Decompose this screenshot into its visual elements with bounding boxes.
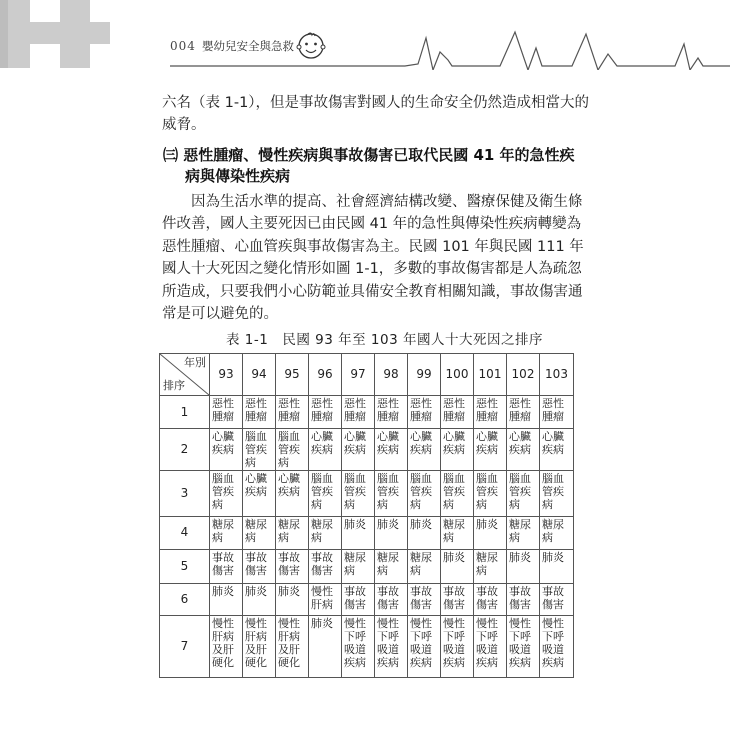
cause-cell: [507, 429, 540, 471]
cause-text: 腦血管疾病: [509, 472, 531, 512]
rank-cell: 4: [160, 517, 210, 549]
cause-cell: [540, 615, 574, 677]
cause-text: 心臟疾病: [542, 430, 564, 457]
cause-cell: [375, 396, 408, 429]
cause-text: 心臟疾病: [509, 430, 531, 457]
cause-cell: [507, 517, 540, 549]
cause-cell: [210, 429, 243, 471]
cause-text: 心臟疾病: [278, 472, 300, 499]
cause-cell: [276, 549, 309, 583]
rank-cell: 2: [160, 429, 210, 471]
cause-cell: [309, 615, 342, 677]
cause-text: 糖尿病: [245, 518, 267, 545]
rank-cell: 6: [160, 583, 210, 615]
cause-cell: [276, 583, 309, 615]
cause-text: 事故傷害: [542, 584, 564, 611]
cause-cell: [276, 429, 309, 471]
cause-cell: [210, 517, 243, 549]
cause-cell: [375, 429, 408, 471]
cause-cell: [243, 517, 276, 549]
cause-text: 腦血管疾病: [212, 472, 234, 512]
cause-text: 慢性下呼吸道疾病: [542, 616, 564, 669]
cause-text: 慢性下呼吸道疾病: [344, 616, 366, 669]
cause-text: 慢性肝病及肝硬化: [278, 616, 300, 669]
cause-cell: [540, 583, 574, 615]
cause-text: 肺炎: [476, 518, 498, 532]
cause-cell: [210, 396, 243, 429]
cause-text: 惡性腫瘤: [509, 397, 531, 423]
cause-cell: [309, 396, 342, 429]
cause-text: 肺炎: [410, 518, 432, 532]
cause-text: 肺炎: [344, 518, 366, 532]
cause-text: 肺炎: [212, 584, 234, 598]
cause-text: 肺炎: [377, 518, 399, 532]
year-header-cell: 99: [408, 354, 441, 396]
cause-text: 肺炎: [311, 616, 333, 630]
cause-cell: [210, 583, 243, 615]
cause-text: 事故傷害: [245, 550, 267, 577]
cause-cell: [474, 471, 507, 517]
baby-face-icon: [296, 30, 326, 60]
cause-text: 糖尿病: [509, 518, 531, 545]
cause-text: 慢性肝病及肝硬化: [212, 616, 234, 669]
cause-cell: [309, 549, 342, 583]
cause-cell: [507, 471, 540, 517]
cause-text: 糖尿病: [377, 550, 399, 577]
cause-text: 事故傷害: [344, 584, 366, 611]
cause-text: 肺炎: [278, 584, 300, 598]
cause-text: 事故傷害: [377, 584, 399, 611]
year-header-cell: 96: [309, 354, 342, 396]
cause-text: 腦血管疾病: [245, 430, 267, 470]
body-paragraph: 因為生活水準的提高、社會經濟結構改變、醫療保健及衛生條件改善，國人主要死因已由民國 41 年的急性與傳染性疾病轉變為惡性腫瘤、心血管疾與事故傷害為主。民國 101 年與民國 111 年國人十大死因之變化情形如圖 1-1，多數的事故傷害都是人為疏忽所造成，只要我們小心防範並具備安全教育相關知識，事故傷害通常是可以避免的。: [162, 194, 584, 323]
cause-cell: [309, 429, 342, 471]
cause-cell: [342, 396, 375, 429]
rank-cell: 3: [160, 471, 210, 517]
cause-cell: [243, 396, 276, 429]
cause-text: 慢性下呼吸道疾病: [443, 616, 465, 669]
cause-text: 腦血管疾病: [443, 472, 465, 512]
cause-text: 糖尿病: [212, 518, 234, 545]
cause-text: 肺炎: [443, 550, 465, 564]
cause-text: 心臟疾病: [245, 472, 267, 499]
cause-text: 慢性肝病: [311, 584, 333, 611]
cause-cell: [507, 396, 540, 429]
cause-cell: [243, 471, 276, 517]
cause-cell: [309, 471, 342, 517]
cause-cell: [441, 549, 474, 583]
cause-text: 事故傷害: [476, 584, 498, 611]
corner-rank-label: 排序: [163, 379, 185, 392]
cause-text: 糖尿病: [542, 518, 564, 545]
cause-cell: [408, 396, 441, 429]
cause-cell: [342, 517, 375, 549]
intro-paragraph: 六名（表 1-1），但是事故傷害對國人的生命安全仍然造成相當大的威脅。: [162, 95, 590, 134]
cause-text: 惡性腫瘤: [377, 397, 399, 423]
cause-cell: [243, 429, 276, 471]
cause-cell: [408, 615, 441, 677]
cause-cell: [474, 396, 507, 429]
table-row: [160, 615, 574, 677]
year-header-cell: 93: [210, 354, 243, 396]
cause-cell: [408, 471, 441, 517]
cause-cell: [210, 549, 243, 583]
cause-text: 腦血管疾病: [476, 472, 498, 512]
running-header: [170, 30, 730, 70]
rank-cell: 1: [160, 396, 210, 429]
cause-text: 心臟疾病: [311, 430, 333, 457]
cause-text: 心臟疾病: [443, 430, 465, 457]
year-header-cell: 98: [375, 354, 408, 396]
cause-cell: [276, 471, 309, 517]
cause-text: 慢性下呼吸道疾病: [377, 616, 399, 669]
cause-text: 惡性腫瘤: [443, 397, 465, 423]
table-row: [160, 429, 574, 471]
cause-cell: [243, 549, 276, 583]
cause-cell: [408, 583, 441, 615]
cause-cell: [276, 517, 309, 549]
table-row: [160, 583, 574, 615]
book-title: 嬰幼兒安全與急救: [202, 39, 294, 53]
section-heading-line2: 病與傳染性疾病: [185, 167, 291, 185]
rank-cell: 7: [160, 615, 210, 677]
cause-text: 事故傷害: [509, 584, 531, 611]
cause-text: 肺炎: [509, 550, 531, 564]
cause-cell: [375, 615, 408, 677]
cause-cell: [441, 429, 474, 471]
cause-cell: [474, 517, 507, 549]
cause-cell: [441, 396, 474, 429]
cause-cell: [408, 517, 441, 549]
cause-text: 惡性腫瘤: [476, 397, 498, 423]
cause-cell: [243, 615, 276, 677]
cause-text: 惡性腫瘤: [245, 397, 267, 423]
cause-cell: [540, 429, 574, 471]
cause-text: 惡性腫瘤: [344, 397, 366, 423]
cause-text: 心臟疾病: [377, 430, 399, 457]
cause-text: 事故傷害: [311, 550, 333, 577]
cause-cell: [342, 549, 375, 583]
year-header-cell: 101: [474, 354, 507, 396]
cause-text: 糖尿病: [344, 550, 366, 577]
medical-cross-icon: [0, 0, 148, 68]
cause-cell: [276, 615, 309, 677]
cause-text: 肺炎: [542, 550, 564, 564]
cause-cell: [408, 549, 441, 583]
cause-text: 糖尿病: [476, 550, 498, 577]
year-header-cell: 102: [507, 354, 540, 396]
cause-cell: [474, 615, 507, 677]
cause-text: 肺炎: [245, 584, 267, 598]
table-row: [160, 549, 574, 583]
cause-cell: [507, 549, 540, 583]
corner-year-label: 年別: [184, 356, 206, 369]
death-causes-table: [159, 353, 574, 678]
cause-text: 腦血管疾病: [311, 472, 333, 512]
cause-text: 腦血管疾病: [278, 430, 300, 470]
cause-cell: [540, 549, 574, 583]
section-heading-line1: ㈢ 惡性腫瘤、慢性疾病與事故傷害已取代民國 41 年的急性疾: [163, 146, 575, 164]
cause-text: 腦血管疾病: [377, 472, 399, 512]
cause-cell: [276, 396, 309, 429]
cause-text: 糖尿病: [443, 518, 465, 545]
year-header-cell: 94: [243, 354, 276, 396]
cause-text: 心臟疾病: [410, 430, 432, 457]
cause-text: 惡性腫瘤: [311, 397, 333, 423]
cause-cell: [309, 517, 342, 549]
year-header-cell: 103: [540, 354, 574, 396]
year-header-cell: 97: [342, 354, 375, 396]
cause-text: 腦血管疾病: [344, 472, 366, 512]
cause-text: 腦血管疾病: [410, 472, 432, 512]
cause-cell: [375, 583, 408, 615]
cause-cell: [441, 471, 474, 517]
cause-cell: [309, 583, 342, 615]
cause-text: 事故傷害: [410, 584, 432, 611]
cause-text: 心臟疾病: [212, 430, 234, 457]
table-row: [160, 396, 574, 429]
cause-cell: [342, 583, 375, 615]
cause-text: 事故傷害: [212, 550, 234, 577]
cause-text: 慢性下呼吸道疾病: [476, 616, 498, 669]
cause-cell: [375, 471, 408, 517]
cause-text: 慢性下呼吸道疾病: [410, 616, 432, 669]
table-caption: 表 1-1 民國 93 年至 103 年國人十大死因之排序: [226, 332, 543, 348]
table-row: [160, 471, 574, 517]
cause-text: 腦血管疾病: [542, 472, 564, 512]
cause-text: 心臟疾病: [476, 430, 498, 457]
rank-cell: 5: [160, 549, 210, 583]
cause-cell: [474, 583, 507, 615]
cause-cell: [507, 583, 540, 615]
cause-cell: [210, 471, 243, 517]
cause-cell: [507, 615, 540, 677]
cause-cell: [342, 615, 375, 677]
cause-text: 惡性腫瘤: [410, 397, 432, 423]
cause-cell: [474, 549, 507, 583]
cause-text: 惡性腫瘤: [542, 397, 564, 423]
cause-text: 事故傷害: [443, 584, 465, 611]
cause-cell: [375, 517, 408, 549]
cause-cell: [474, 429, 507, 471]
section-heading: [163, 145, 595, 187]
cause-text: 惡性腫瘤: [212, 397, 234, 423]
table-header-row: [160, 354, 574, 396]
table-row: [160, 517, 574, 549]
cause-cell: [408, 429, 441, 471]
cause-cell: [441, 615, 474, 677]
cause-cell: [540, 471, 574, 517]
table-corner-cell: [160, 354, 210, 396]
cause-cell: [441, 517, 474, 549]
cause-cell: [243, 583, 276, 615]
cause-cell: [210, 615, 243, 677]
cause-text: 慢性肝病及肝硬化: [245, 616, 267, 669]
cause-text: 惡性腫瘤: [278, 397, 300, 423]
cause-cell: [540, 517, 574, 549]
cause-text: 事故傷害: [278, 550, 300, 577]
cause-cell: [342, 471, 375, 517]
cause-text: 糖尿病: [410, 550, 432, 577]
cause-cell: [342, 429, 375, 471]
cause-text: 糖尿病: [311, 518, 333, 545]
cause-text: 慢性下呼吸道疾病: [509, 616, 531, 669]
cause-text: 心臟疾病: [344, 430, 366, 457]
page-number: 004: [170, 39, 196, 53]
year-header-cell: 100: [441, 354, 474, 396]
cause-cell: [540, 396, 574, 429]
cause-cell: [375, 549, 408, 583]
year-header-cell: 95: [276, 354, 309, 396]
cause-cell: [441, 583, 474, 615]
cause-text: 糖尿病: [278, 518, 300, 545]
